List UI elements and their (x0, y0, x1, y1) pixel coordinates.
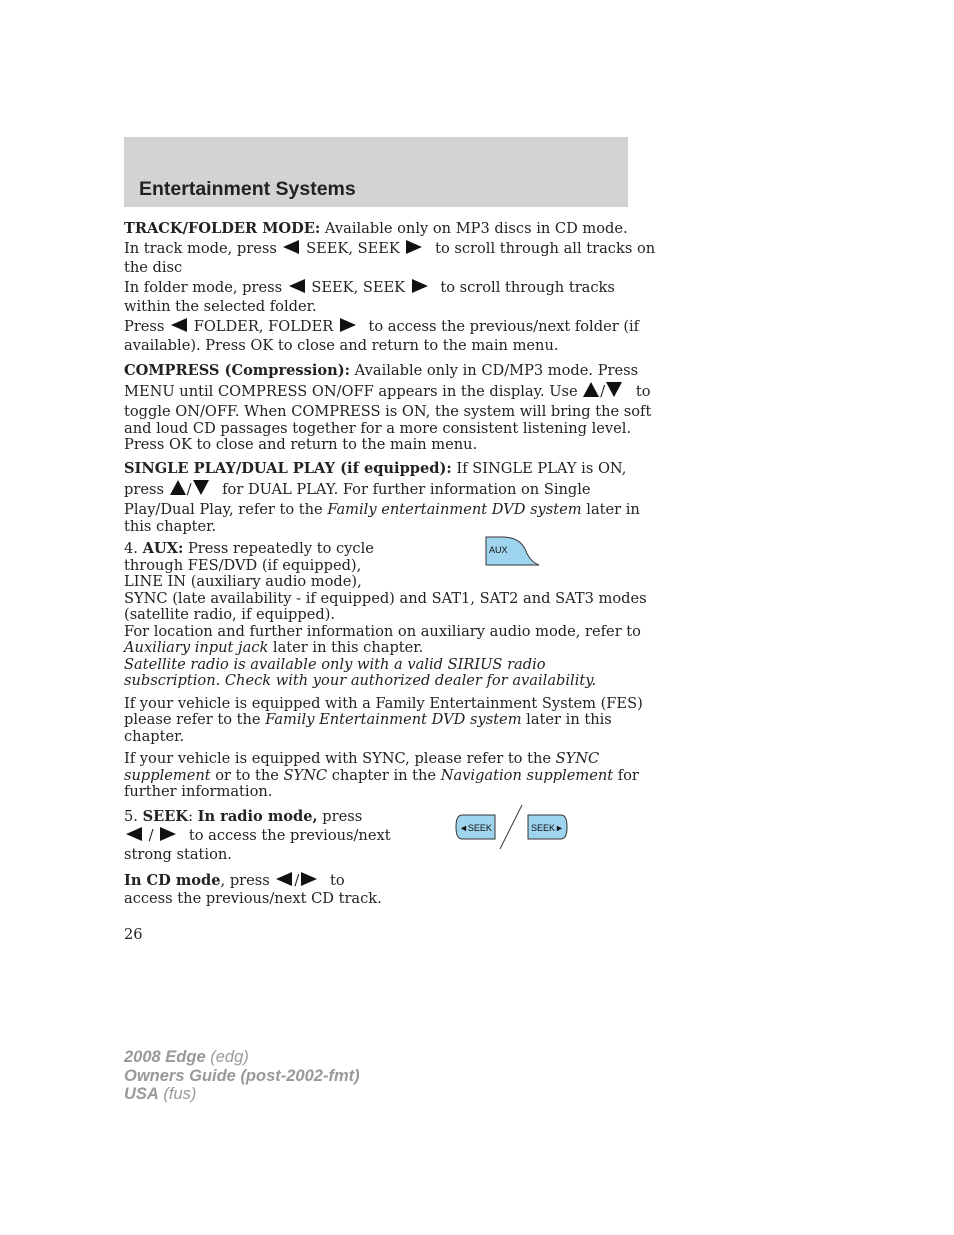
folder-left-icon (169, 317, 189, 333)
up-arrow-icon (582, 381, 600, 398)
up-arrow-icon (169, 479, 187, 496)
track-heading: TRACK/FOLDER MODE: (124, 220, 321, 237)
seek-heading: SEEK (142, 807, 189, 825)
seek-buttons-illustration (455, 803, 570, 857)
compress-section: COMPRESS (Compression): Available only in CD/MP3 mode. Press MENU until COMPRESS ON/OFF appears in the display. Use / to toggle ON/OFF. When COMPRESS is ON, the system will bring the soft and loud CD passages together for a more consistent listening level. Press OK to close and return to the main menu. (124, 361, 652, 453)
seek-right-icon (410, 278, 430, 294)
compress-heading: COMPRESS (Compression): (124, 361, 351, 379)
seek-left-icon (281, 239, 301, 255)
seek-right-icon (299, 871, 319, 887)
seek-left-label: ◄SEEK (459, 823, 492, 833)
aux-button-label: AUX (489, 545, 508, 555)
aux-button-illustration (485, 536, 541, 572)
section-header (124, 137, 628, 207)
seek-section: 5. SEEK: In radio mode, press / to access the previous/next strong station. (124, 807, 391, 863)
seek-left-icon (124, 826, 144, 842)
down-arrow-icon (605, 381, 623, 398)
track-folder-section: TRACK/FOLDER MODE: Available only on MP3 discs in CD mode. In track mode, press SEEK, SEEK to scroll through all tracks on the disc In folder mode, press SEEK, SEEK to scroll through tracks within the selected folder. Press FOLDER, FOLDER to access the previous/next folder (if available). Press OK to close and return to the main menu. (124, 220, 656, 354)
seek-left-icon (287, 278, 307, 294)
document-footer: 2008 Edge (edg) Owners Guide (post-2002-fmt) USA (fus) (124, 1048, 360, 1103)
seek-right-icon (158, 826, 178, 842)
aux-section: 4. AUX: Press repeatedly to cycle through FES/DVD (if equipped), LINE IN (auxiliary audio mode), SYNC (late availability - if equipped) and SAT1, SAT2 and SAT3 modes (satellite radio, if equipped). For location and further information on auxiliary audio mode, refer to Auxiliary input jack later in this chapter. Satellite radio is available only with a valid SIRIUS radio subscription. Check with your authorized dealer for availability. (124, 540, 647, 689)
down-arrow-icon (192, 479, 210, 496)
folder-right-icon (338, 317, 358, 333)
seek-left-icon (274, 871, 294, 887)
fes-section: If your vehicle is equipped with a Family Entertainment System (FES) please refer to the Family Entertainment DVD system later in this chapter. (124, 694, 643, 745)
sync-section: If your vehicle is equipped with SYNC, please refer to the SYNC supplement or to the SYNC chapter in the Navigation supplement for further information. (124, 750, 639, 800)
single-heading: SINGLE PLAY/DUAL PLAY (if equipped): (124, 459, 452, 477)
page-number: 26 (124, 926, 143, 943)
aux-heading: AUX: (142, 540, 184, 557)
seek-right-icon (404, 239, 424, 255)
seek-right-label: SEEK► (531, 823, 564, 833)
section-title: Entertainment Systems (139, 178, 356, 200)
seek-cd-section: In CD mode, press / to access the previous/next CD track. (124, 871, 382, 907)
single-dual-section: SINGLE PLAY/DUAL PLAY (if equipped): If SINGLE PLAY is ON, press / for DUAL PLAY. For further information on Single Play/Dual Play, refer to the Family entertainment DVD system later in this chapter. (124, 459, 640, 535)
